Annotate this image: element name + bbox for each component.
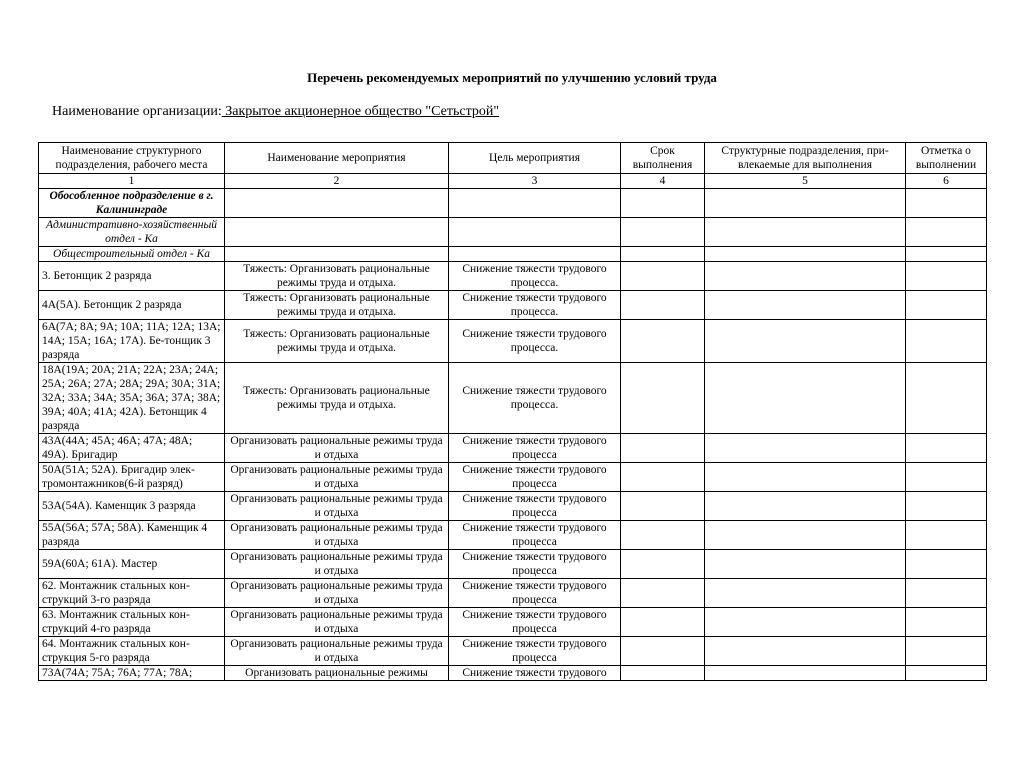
- empty-cell: [225, 218, 449, 247]
- goal-cell: Снижение тяжести трудового процесса: [449, 579, 621, 608]
- completion-cell: [906, 363, 987, 434]
- empty-cell: [449, 189, 621, 218]
- measure-cell: Организовать рациональные режимы труда и отдыха: [225, 521, 449, 550]
- departments-cell: [705, 492, 906, 521]
- deadline-cell: [621, 666, 705, 681]
- workplace-cell: 59А(60А; 61А). Мастер: [39, 550, 225, 579]
- goal-cell: Снижение тяжести трудового процесса: [449, 637, 621, 666]
- deadline-cell: [621, 363, 705, 434]
- empty-cell: [225, 247, 449, 262]
- section-row: [39, 218, 987, 247]
- completion-cell: [906, 463, 987, 492]
- deadline-cell: [621, 608, 705, 637]
- header-goal: Цель мероприятия: [449, 143, 621, 174]
- completion-cell: [906, 434, 987, 463]
- departments-cell: [705, 608, 906, 637]
- table-row: [39, 550, 987, 579]
- header-workplace: Наименование структурного подразделения, рабочего места: [39, 143, 225, 174]
- departments-cell: [705, 320, 906, 363]
- workplace-cell: 4А(5А). Бетонщик 2 разряда: [39, 291, 225, 320]
- header-row: [39, 143, 987, 174]
- goal-cell: Снижение тяжести трудового процесса.: [449, 320, 621, 363]
- departments-cell: [705, 262, 906, 291]
- header-completion-mark: Отметка о выполнении: [906, 143, 987, 174]
- table-row: [39, 666, 987, 681]
- deadline-cell: [621, 637, 705, 666]
- document-title: Перечень рекомендуемых мероприятий по улучшению условий труда: [307, 70, 717, 85]
- empty-cell: [705, 189, 906, 218]
- table-row: [39, 463, 987, 492]
- table-row: [39, 521, 987, 550]
- workplace-cell: 3. Бетонщик 2 разряда: [39, 262, 225, 291]
- deadline-cell: [621, 492, 705, 521]
- deadline-cell: [621, 320, 705, 363]
- header-departments: Структурные подразделения, при-влекаемые для выполнения: [705, 143, 906, 174]
- organization-line: [52, 104, 509, 120]
- measure-cell: Организовать рациональные режимы труда и отдыха: [225, 579, 449, 608]
- table-row: [39, 320, 987, 363]
- measure-cell: Организовать рациональные режимы труда и отдыха: [225, 637, 449, 666]
- workplace-cell: 62. Монтажник стальных кон-струкций 3-го разряда: [39, 579, 225, 608]
- header-measure: Наименование мероприятия: [225, 143, 449, 174]
- deadline-cell: [621, 463, 705, 492]
- empty-cell: [705, 247, 906, 262]
- header-deadline: Срок выполнения: [621, 143, 705, 174]
- completion-cell: [906, 320, 987, 363]
- organization-label: Наименование организации:: [52, 104, 222, 119]
- goal-cell: Снижение тяжести трудового процесса: [449, 492, 621, 521]
- completion-cell: [906, 521, 987, 550]
- goal-cell: Снижение тяжести трудового процесса: [449, 550, 621, 579]
- workplace-cell: 18А(19А; 20А; 21А; 22А; 23А; 24А; 25А; 26А; 27А; 28А; 29А; 30А; 31А; 32А; 33А; 34А; 35А; 36А; 37А; 38А; 39А; 40А; 41А; 42А). Бетонщик 4 разряда: [39, 363, 225, 434]
- completion-cell: [906, 637, 987, 666]
- empty-cell: [449, 218, 621, 247]
- workplace-cell: 53А(54А). Каменщик 3 разряда: [39, 492, 225, 521]
- measure-cell: Организовать рациональные режимы труда и отдыха: [225, 550, 449, 579]
- goal-cell: Снижение тяжести трудового процесса.: [449, 291, 621, 320]
- completion-cell: [906, 492, 987, 521]
- column-number: 5: [705, 174, 906, 189]
- measure-cell: Организовать рациональные режимы труда и отдыха: [225, 492, 449, 521]
- empty-cell: [906, 247, 987, 262]
- column-number: 2: [225, 174, 449, 189]
- measure-cell: Организовать рациональные режимы труда и отдыха: [225, 463, 449, 492]
- column-number-row: [39, 174, 987, 189]
- departments-cell: [705, 463, 906, 492]
- column-number: 3: [449, 174, 621, 189]
- goal-cell: Снижение тяжести трудового процесса: [449, 434, 621, 463]
- departments-cell: [705, 434, 906, 463]
- deadline-cell: [621, 291, 705, 320]
- section-title: Обособленное подразделение в г. Калининграде: [39, 189, 225, 218]
- table-row: [39, 637, 987, 666]
- departments-cell: [705, 291, 906, 320]
- completion-cell: [906, 291, 987, 320]
- deadline-cell: [621, 262, 705, 291]
- goal-cell: Снижение тяжести трудового процесса: [449, 521, 621, 550]
- goal-cell: Снижение тяжести трудового процесса.: [449, 363, 621, 434]
- empty-cell: [705, 218, 906, 247]
- table-row: [39, 434, 987, 463]
- empty-cell: [225, 189, 449, 218]
- table-row: [39, 492, 987, 521]
- deadline-cell: [621, 579, 705, 608]
- departments-cell: [705, 579, 906, 608]
- empty-cell: [621, 247, 705, 262]
- deadline-cell: [621, 521, 705, 550]
- measure-cell: Тяжесть: Организовать рациональные режимы труда и отдыха.: [225, 291, 449, 320]
- completion-cell: [906, 666, 987, 681]
- completion-cell: [906, 550, 987, 579]
- empty-cell: [621, 189, 705, 218]
- measure-cell: Организовать рациональные режимы труда и отдыха: [225, 608, 449, 637]
- measure-cell: Организовать рациональные режимы труда и отдыха: [225, 434, 449, 463]
- goal-cell: Снижение тяжести трудового процесса: [449, 463, 621, 492]
- workplace-cell: 63. Монтажник стальных кон-струкций 4-го разряда: [39, 608, 225, 637]
- table-row: [39, 262, 987, 291]
- table-row: [39, 291, 987, 320]
- section-title: Административно-хозяйственный отдел - Ка: [39, 218, 225, 247]
- goal-cell: Снижение тяжести трудового процесса.: [449, 262, 621, 291]
- column-number: 1: [39, 174, 225, 189]
- deadline-cell: [621, 434, 705, 463]
- table-row: [39, 608, 987, 637]
- workplace-cell: 50А(51А; 52А). Бригадир элек-тромонтажников(6-й разряд): [39, 463, 225, 492]
- completion-cell: [906, 579, 987, 608]
- workplace-cell: 43А(44А; 45А; 46А; 47А; 48А; 49А). Бригадир: [39, 434, 225, 463]
- measures-table: [38, 142, 987, 681]
- workplace-cell: 6А(7А; 8А; 9А; 10А; 11А; 12А; 13А; 14А; 15А; 16А; 17А). Бе-тонщик 3 разряда: [39, 320, 225, 363]
- departments-cell: [705, 637, 906, 666]
- workplace-cell: 73А(74А; 75А; 76А; 77А; 78А;: [39, 666, 225, 681]
- completion-cell: [906, 262, 987, 291]
- measure-cell: Тяжесть: Организовать рациональные режимы труда и отдыха.: [225, 262, 449, 291]
- departments-cell: [705, 666, 906, 681]
- departments-cell: [705, 550, 906, 579]
- section-row: [39, 189, 987, 218]
- table-row: [39, 579, 987, 608]
- table-row: [39, 363, 987, 434]
- completion-cell: [906, 608, 987, 637]
- goal-cell: Снижение тяжести трудового процесса: [449, 608, 621, 637]
- section-title: Общестроительный отдел - Ка: [39, 247, 225, 262]
- goal-cell: Снижение тяжести трудового: [449, 666, 621, 681]
- column-number: 4: [621, 174, 705, 189]
- organization-name: Закрытое акционерное общество "Сетьстрой": [221, 104, 500, 119]
- empty-cell: [449, 247, 621, 262]
- departments-cell: [705, 363, 906, 434]
- workplace-cell: 64. Монтажник стальных кон-струкция 5-го разряда: [39, 637, 225, 666]
- measure-cell: Тяжесть: Организовать рациональные режимы труда и отдыха.: [225, 363, 449, 434]
- empty-cell: [906, 189, 987, 218]
- measure-cell: Организовать рациональные режимы: [225, 666, 449, 681]
- empty-cell: [621, 218, 705, 247]
- workplace-cell: 55А(56А; 57А; 58А). Каменщик 4 разряда: [39, 521, 225, 550]
- departments-cell: [705, 521, 906, 550]
- column-number: 6: [906, 174, 987, 189]
- empty-cell: [906, 218, 987, 247]
- section-row: [39, 247, 987, 262]
- measure-cell: Тяжесть: Организовать рациональные режимы труда и отдыха.: [225, 320, 449, 363]
- deadline-cell: [621, 550, 705, 579]
